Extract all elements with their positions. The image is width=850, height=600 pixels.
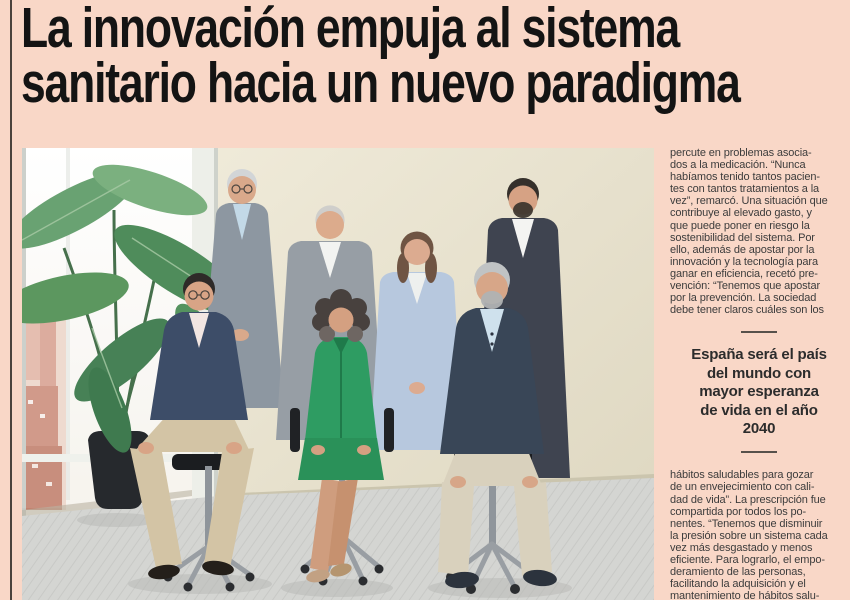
text-line: habíamos tenido tantos pacien- xyxy=(670,171,820,184)
article-photo xyxy=(22,148,654,600)
beard xyxy=(513,202,533,218)
text-line: hábitos saludables para gozar xyxy=(670,469,814,482)
left-column-rule xyxy=(10,0,12,600)
text-line: contribuye al elevado gasto, y xyxy=(670,207,812,220)
article-outro-text xyxy=(670,469,848,600)
text-line: tes con tantos tratamientos a la xyxy=(670,183,820,196)
text-line: de un envejecimiento con cali- xyxy=(670,481,815,494)
gray-beard xyxy=(481,291,503,309)
text-line: por la prevención. La sociedad xyxy=(670,292,817,305)
text-line: debe tener claros cuáles son los xyxy=(670,304,824,317)
article-intro-text xyxy=(670,147,848,316)
text-line: vez más desgastado y menos xyxy=(670,541,813,554)
text-line: dos a la medicación. “Nunca xyxy=(670,159,806,172)
text-line: percute en problemas asocia- xyxy=(670,147,812,159)
text-line: de vida en el año xyxy=(700,401,818,419)
quote-divider-top xyxy=(741,331,777,333)
text-line: 2040 xyxy=(742,419,776,437)
text-line: ello, además de apostar por la xyxy=(670,243,815,256)
pull-quote xyxy=(670,346,848,438)
text-line: que puede poner en riesgo la xyxy=(670,219,810,232)
headline-line-1: La innovación empuja al sistema xyxy=(21,0,680,60)
text-line: dad de vida”. La prescripción fue xyxy=(670,493,826,506)
text-line: compartida por todos los po- xyxy=(670,505,807,518)
article-column xyxy=(670,147,848,600)
headline xyxy=(21,0,740,115)
text-line: ganar en eficiencia, recetó pre- xyxy=(670,267,818,280)
text-line: España será el país xyxy=(691,346,827,364)
text-line: vez”, remarcó. Una situación que xyxy=(670,195,828,208)
text-line: del mundo con xyxy=(706,364,812,382)
text-line: innovación y la tecnología para xyxy=(670,255,818,268)
text-line: sostenibilidad del sistema. Por xyxy=(670,231,815,244)
text-line: eficiente. Para lograrlo, el empo- xyxy=(670,554,825,566)
quote-divider-bottom xyxy=(741,451,777,453)
text-line: mayor esperanza xyxy=(699,383,819,401)
text-line: vención: “Tenemos que apostar xyxy=(670,280,820,293)
text-line: la presión sobre un sistema cada xyxy=(670,529,828,542)
text-line: mantenimiento de hábitos salu- xyxy=(670,590,820,600)
group-portrait-photo xyxy=(22,148,654,600)
text-line: facilitando la adquisición y el xyxy=(670,578,806,591)
headline-line-2: sanitario hacia un nuevo paradigma xyxy=(21,51,740,115)
text-line: nentes. “Tenemos que disminuir xyxy=(670,517,823,530)
text-line: deramiento de las personas, xyxy=(670,566,806,579)
